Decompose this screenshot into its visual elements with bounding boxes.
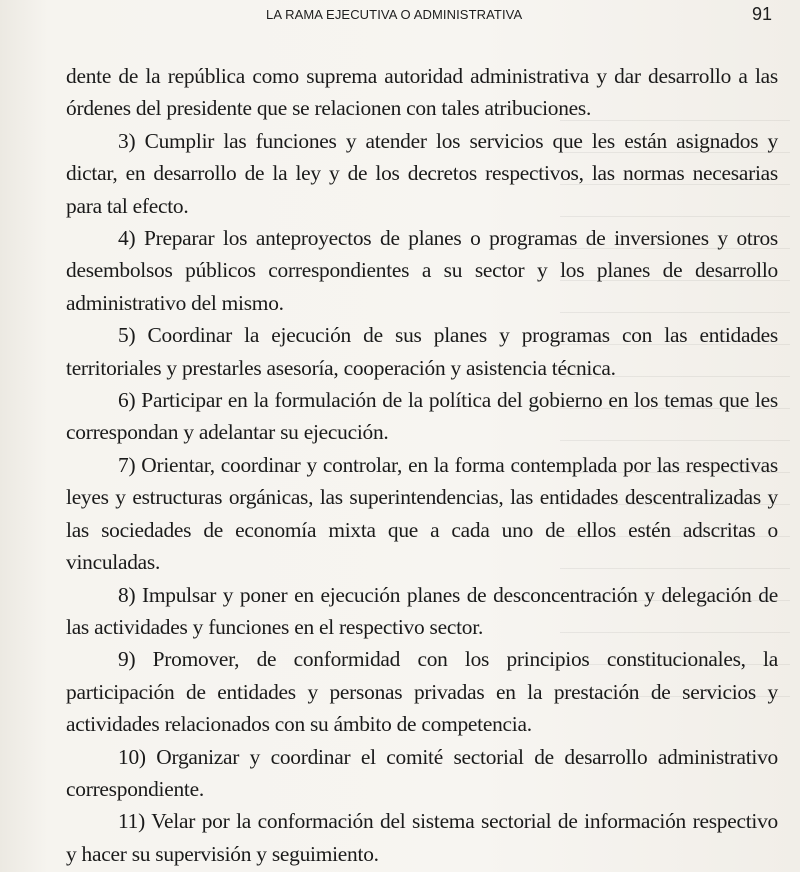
running-title: LA RAMA EJECUTIVA O ADMINISTRATIVA <box>266 7 523 22</box>
paragraph-item-9: 9) Promover, de conformidad con los principios constitucionales, la participación de entidades y personas privadas en la prestación de servicios y actividades relacionados con su ámbito de competencia. <box>66 647 778 737</box>
paragraph-item-4: 4) Preparar los anteproyectos de planes o programas de inversiones y otros desembolsos públicos correspondientes a su sector y los planes de desarrollo administrativo del mismo. <box>66 226 778 315</box>
page-number: 91 <box>752 4 773 24</box>
paragraph-item-6: 6) Participar en la formulación de la política del gobierno en los temas que les correspondan y adelantar su ejecución. <box>66 388 778 445</box>
paragraph-continuation: dente de la república como suprema autoridad administrativa y dar desarrollo a las órdenes del presidente que se relacionen con tales atribuciones. <box>66 64 778 121</box>
running-header <box>0 4 800 28</box>
paragraph-item-5: 5) Coordinar la ejecución de sus planes y programas con las entidades territoriales y prestarles asesoría, cooperación y asistencia técnica. <box>66 323 778 380</box>
paragraph-item-7: 7) Orientar, coordinar y controlar, en la forma contemplada por las respectivas leyes y estructuras orgánicas, las superintendencias, las entidades descentralizadas y las sociedades de economía mixta que a cada uno de ellos estén adscritas o vinculadas. <box>66 452 778 575</box>
paragraph-item-11: 11) Velar por la conformación del sistema sectorial de información respectivo y hacer su supervisión y seguimiento. <box>66 809 778 866</box>
paragraph-item-10: 10) Organizar y coordinar el comité sectorial de desarrollo administrativo correspondiente. <box>66 744 778 801</box>
paragraph-item-3: 3) Cumplir las funciones y atender los servicios que les están asignados y dictar, en desarrollo de la ley y de los decretos respectivos, las normas necesarias para tal efecto. <box>66 128 778 218</box>
paragraph-item-8: 8) Impulsar y poner en ejecución planes de desconcentración y delegación de las actividades y funciones en el respectivo sector. <box>66 582 778 639</box>
body-text <box>66 60 778 870</box>
